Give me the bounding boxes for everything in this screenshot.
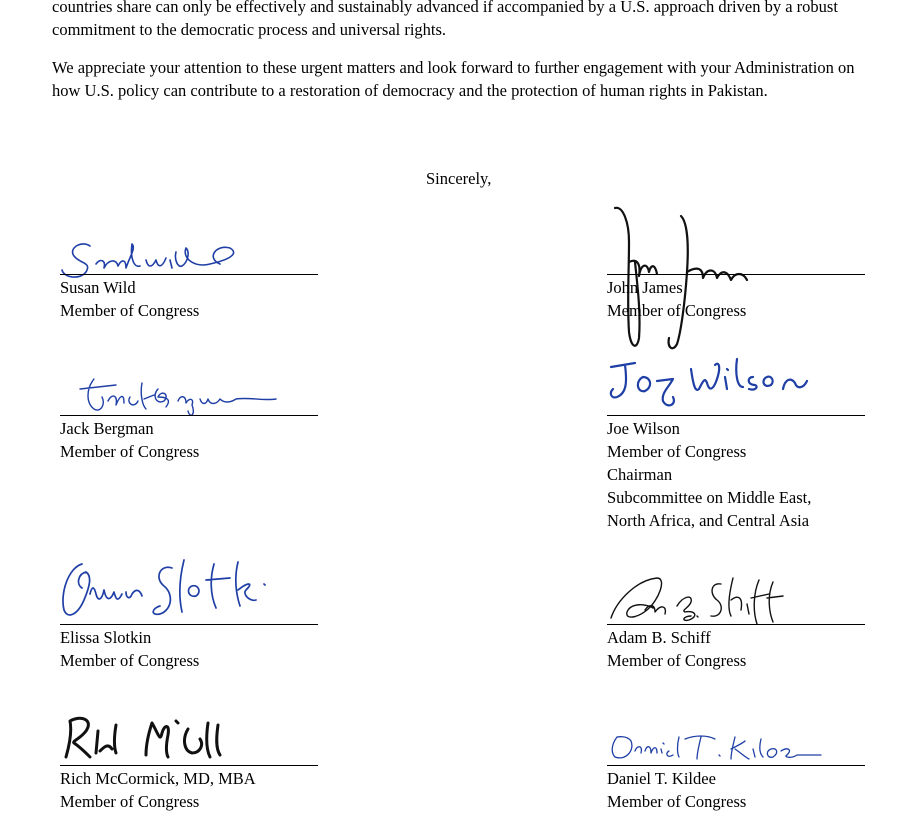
signature-line [60, 415, 318, 416]
signatory-name: John James [607, 278, 683, 297]
signatory-name: Elissa Slotkin [60, 628, 152, 647]
signatory-committee-line-1: Subcommittee on Middle East, [607, 488, 812, 507]
signatory-name: Rich McCormick, MD, MBA [60, 769, 256, 788]
signature-line [607, 624, 865, 625]
handwritten-signature-joe-wilson [607, 353, 827, 415]
handwritten-signature-elissa-slotkin [60, 554, 290, 626]
signatory-name: Daniel T. Kildee [607, 769, 716, 788]
signature-line [60, 765, 318, 766]
signatory-title: Member of Congress [607, 442, 747, 461]
handwritten-signature-rich-mccormick [60, 713, 250, 763]
signatory-role: Chairman [607, 465, 673, 484]
signatory-name: Adam B. Schiff [607, 628, 711, 647]
signatory-committee-line-2: North Africa, and Central Asia [607, 511, 810, 530]
signature-line [607, 274, 865, 275]
signatory-title: Member of Congress [607, 301, 747, 320]
signatory-title: Member of Congress [607, 651, 747, 670]
signatory-title: Member of Congress [60, 442, 200, 461]
signature-line [607, 765, 865, 766]
signature-line [60, 274, 318, 275]
signature-line [60, 624, 318, 625]
handwritten-signature-adam-schiff [607, 570, 797, 626]
signatory-title: Member of Congress [60, 651, 200, 670]
signatory-name: Joe Wilson [607, 419, 680, 438]
signatory-title: Member of Congress [60, 301, 200, 320]
body-paragraph-2: We appreciate your attention to these urgent matters and look forward to further engagement with your Administration on how U.S. policy can contribute to a restoration of democracy and the protection of human rights in Pakistan. [52, 58, 855, 100]
signatory-title: Member of Congress [607, 792, 747, 811]
closing-salutation: Sincerely, [426, 169, 492, 188]
signatory-name: Jack Bergman [60, 419, 154, 438]
signature-line [607, 415, 865, 416]
signatory-title: Member of Congress [60, 792, 200, 811]
body-paragraph-1: countries share can only be effectively and sustainably advanced if accompanied by a U.S. approach driven by a robust commitment to the democratic process and universal rights. [52, 0, 838, 39]
handwritten-signature-daniel-kildee [607, 731, 827, 763]
signatory-name: Susan Wild [60, 278, 136, 297]
